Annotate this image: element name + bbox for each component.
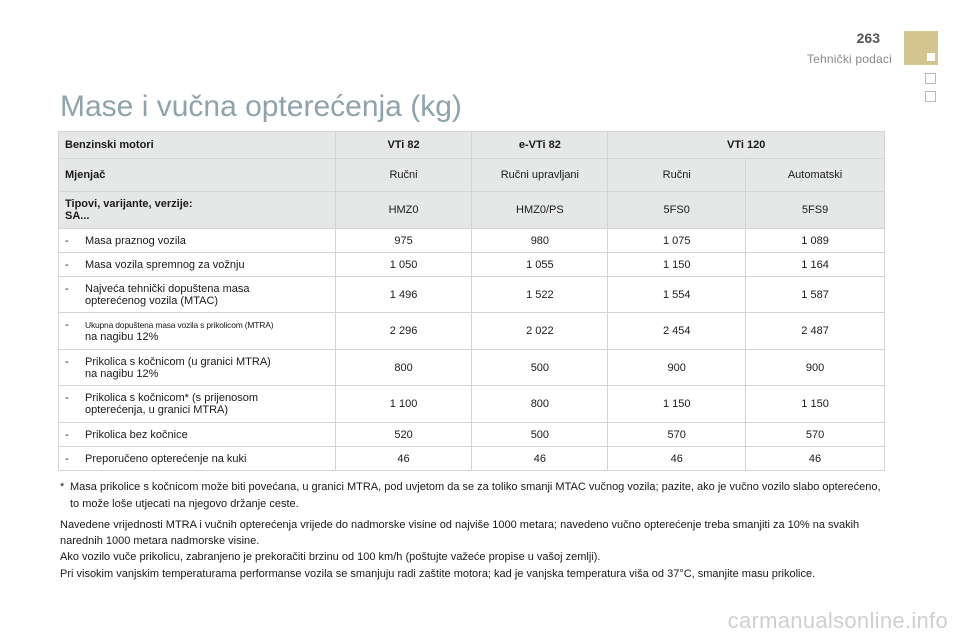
value-cell: 800 xyxy=(472,386,608,423)
type-cell: HMZ0 xyxy=(335,192,472,229)
row-dash: - xyxy=(65,258,69,271)
value-cell: 975 xyxy=(335,229,472,253)
row-label-line1: Prikolica s kočnicom (u granici MTRA) xyxy=(85,355,271,368)
value-cell: 1 089 xyxy=(746,229,885,253)
value-cell: 1 150 xyxy=(608,386,746,423)
empty-square-icon xyxy=(925,73,936,84)
row-dash: - xyxy=(65,428,69,441)
weights-table xyxy=(58,131,885,471)
table-row xyxy=(59,423,885,447)
value-cell: 900 xyxy=(608,350,746,386)
row-label xyxy=(59,253,336,277)
row-dash: - xyxy=(65,234,69,247)
type-cell: HMZ0/PS xyxy=(472,192,608,229)
row-label-line2: opterećenog vozila (MTAC) xyxy=(85,294,219,307)
row-label-text: Masa praznog vozila xyxy=(85,234,186,247)
row-label-text xyxy=(85,319,273,343)
row-label-text: Preporučeno opterećenje na kuki xyxy=(85,452,247,465)
table-row xyxy=(59,350,885,386)
value-cell: 1 522 xyxy=(472,277,608,313)
value-cell: 1 055 xyxy=(472,253,608,277)
row-dash: - xyxy=(65,392,69,404)
value-cell: 2 487 xyxy=(746,313,885,350)
row-label-line1: Prikolica s kočnicom* (s prijenosom xyxy=(85,392,258,404)
row-label xyxy=(59,423,336,447)
type-cell: 5FS0 xyxy=(608,192,746,229)
value-cell: 46 xyxy=(608,447,746,471)
engine-label: Benzinski motori xyxy=(59,132,336,159)
note-paragraph: Navedene vrijednosti MTRA i vučnih opterećenja vrijede do nadmorske visine od najviše 1000 metara; navedeno vučno opterećenje treba smanjiti za 10% na svakih narednih 1000 metara nadmorske visine. xyxy=(60,519,860,548)
section-name: Tehnički podaci xyxy=(806,52,892,66)
note-paragraph: Pri visokim vanjskim temperaturama performanse vozila se smanjuju radi zaštite motora; kad je vanjska temperatura viša od 37°C, smanjite masu prikolice. xyxy=(60,567,816,580)
row-label-text xyxy=(85,356,271,380)
gearbox-cell: Automatski xyxy=(746,159,885,192)
row-label xyxy=(59,277,336,313)
value-cell: 1 496 xyxy=(335,277,472,313)
footnote-star: * xyxy=(60,481,65,493)
value-cell: 1 554 xyxy=(608,277,746,313)
table-row xyxy=(59,313,885,350)
row-dash: - xyxy=(65,282,69,295)
value-cell: 900 xyxy=(746,350,885,386)
table-row xyxy=(59,447,885,471)
row-label xyxy=(59,229,336,253)
value-cell: 46 xyxy=(746,447,885,471)
value-cell: 1 587 xyxy=(746,277,885,313)
table-row xyxy=(59,386,885,423)
watermark: carmanualsonline.info xyxy=(727,608,948,633)
row-label-line2: na nagibu 12% xyxy=(85,331,159,343)
row-label xyxy=(59,350,336,386)
row-label-line1: Najveća tehnički dopuštena masa xyxy=(85,282,250,295)
value-cell: 570 xyxy=(746,423,885,447)
row-label-text xyxy=(85,283,249,307)
value-cell: 500 xyxy=(472,350,608,386)
row-label-text xyxy=(85,392,258,416)
value-cell: 500 xyxy=(472,423,608,447)
notes xyxy=(60,517,886,582)
row-label-text: Masa vozila spremnog za vožnju xyxy=(85,258,245,271)
page-number: 263 xyxy=(856,30,880,46)
table-row xyxy=(59,253,885,277)
value-cell: 46 xyxy=(335,447,472,471)
type-cell: 5FS9 xyxy=(746,192,885,229)
row-label xyxy=(59,313,336,350)
gearbox-cell: Ručni xyxy=(335,159,472,192)
types-label-line1: Tipovi, varijante, verzije: xyxy=(65,198,193,210)
value-cell: 1 150 xyxy=(746,386,885,423)
row-label xyxy=(59,386,336,423)
value-cell: 980 xyxy=(472,229,608,253)
row-label-line1: Ukupna dopuštena masa vozila s prikolicom (MTRA) xyxy=(85,320,274,330)
page-title: Mase i vučna opterećenja (kg) xyxy=(60,90,462,123)
types-row xyxy=(59,192,885,229)
row-label xyxy=(59,447,336,471)
value-cell: 570 xyxy=(608,423,746,447)
gearbox-cell: Ručni xyxy=(608,159,746,192)
gearbox-label: Mjenjač xyxy=(59,159,336,192)
value-cell: 2 022 xyxy=(472,313,608,350)
row-label-line2: opterećenja, u granici MTRA) xyxy=(85,404,229,416)
types-label-line2: SA... xyxy=(65,210,90,222)
table-row xyxy=(59,229,885,253)
types-label xyxy=(59,192,336,229)
row-label-text: Prikolica bez kočnice xyxy=(85,428,188,441)
engine-header: VTi 82 xyxy=(335,132,472,159)
row-dash: - xyxy=(65,319,69,331)
row-label-line2: na nagibu 12% xyxy=(85,367,159,380)
engine-header: VTi 120 xyxy=(608,132,885,159)
gearbox-row xyxy=(59,159,885,192)
value-cell: 1 050 xyxy=(335,253,472,277)
square-marker-icon xyxy=(927,53,935,61)
empty-square-icon xyxy=(925,91,936,102)
row-dash: - xyxy=(65,355,69,368)
value-cell: 2 454 xyxy=(608,313,746,350)
table-row xyxy=(59,277,885,313)
footnote-text: Masa prikolice s kočnicom može biti povećana, u granici MTRA, pod uvjetom da se za toliko smanji MTAC vučnog vozila; pazite, ako je vučno vozilo slabo opterećeno, to može loše utjecati na njegovo držanje ceste. xyxy=(70,481,881,510)
engine-header: e-VTi 82 xyxy=(472,132,608,159)
value-cell: 800 xyxy=(335,350,472,386)
value-cell: 46 xyxy=(472,447,608,471)
value-cell: 1 150 xyxy=(608,253,746,277)
row-dash: - xyxy=(65,452,69,465)
note-paragraph: Ako vozilo vuče prikolicu, zabranjeno je prekoračiti brzinu od 100 km/h (poštujte važeće propise u vašoj zemlji). xyxy=(60,551,601,564)
chapter-tab[interactable] xyxy=(904,31,938,65)
engine-row xyxy=(59,132,885,159)
value-cell: 520 xyxy=(335,423,472,447)
footnote xyxy=(60,479,886,513)
value-cell: 1 075 xyxy=(608,229,746,253)
gearbox-cell: Ručni upravljani xyxy=(472,159,608,192)
value-cell: 1 164 xyxy=(746,253,885,277)
value-cell: 2 296 xyxy=(335,313,472,350)
value-cell: 1 100 xyxy=(335,386,472,423)
